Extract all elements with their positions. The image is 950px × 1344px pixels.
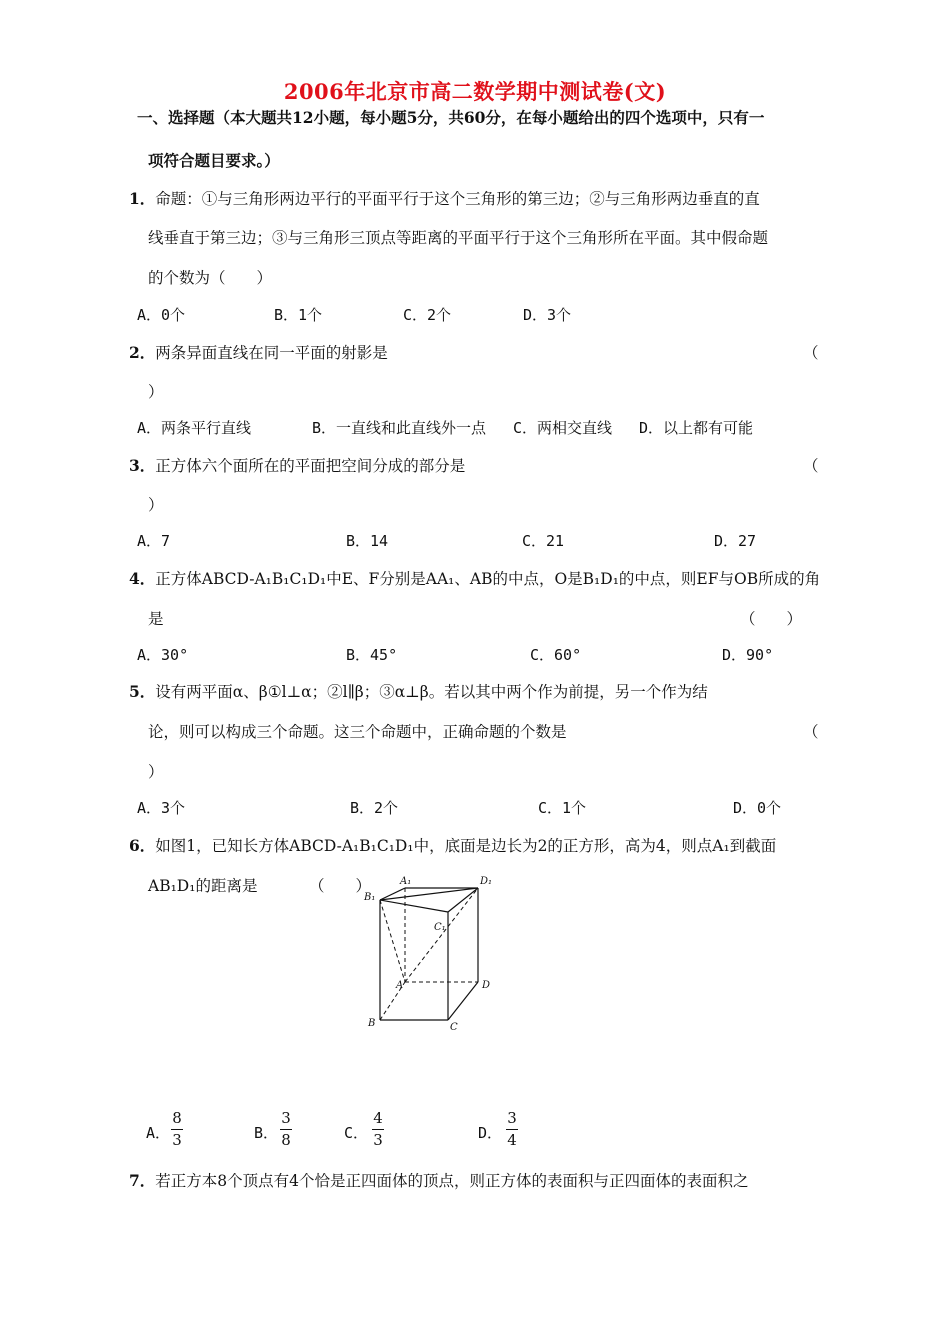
option-c: C．两相交直线 [513,419,613,437]
answer-paren-right: ） [148,383,164,401]
fraction-denominator: 4 [507,1131,517,1149]
option-d: D．27 [714,532,757,550]
question-text-line2: 论，则可以构成三个命题。这三个命题中，正确命题的个数是 [148,723,567,741]
option-c: C．2个 [403,306,452,324]
fraction-bar [372,1129,384,1130]
fraction-denominator: 3 [172,1131,182,1149]
option-b-fraction [280,1110,292,1149]
option-a: A．0个 [137,306,186,324]
option-b: B．2个 [350,799,399,817]
option-a: A．7 [137,532,171,550]
vertex-label-d1: D₁ [480,876,493,887]
option-a: A．30° [137,646,189,664]
vertex-label-a1: A₁ [400,876,412,887]
vertex-label-a: A [396,980,404,991]
answer-paren: （ ） [309,877,372,895]
vertex-label-d: D [482,980,491,991]
option-d-fraction [506,1110,518,1149]
option-b: B．14 [346,532,389,550]
vertex-label-c: C [450,1022,458,1033]
fraction-bar [280,1129,292,1130]
cuboid-figure [360,870,525,1035]
answer-paren-right: ） [148,763,164,781]
option-a: A． [146,1124,171,1142]
answer-paren-left: （ [803,723,819,741]
option-d: D． [478,1124,503,1142]
option-a: A．3个 [137,799,186,817]
option-b: B．1个 [274,306,323,324]
option-b: B．一直线和此直线外一点 [312,419,487,437]
question-text-line1: 命题：①与三角形两边平行的平面平行于这个三角形的第三边；②与三角形两边垂直的直 [155,190,760,208]
vertex-label-c1: C₁ [434,922,446,933]
question-number: 6． [129,836,156,855]
question-number: 2． [129,343,156,362]
option-c-fraction [372,1110,384,1149]
question-text-line2: AB₁D₁的距离是 [148,877,258,895]
option-c: C．21 [522,532,565,550]
section-heading-line1: 一、选择题（本大题共12小题，每小题5分，共60分，在每小题给出的四个选项中，只有一 [137,108,765,127]
answer-paren-right: ） [148,496,164,514]
fraction-denominator: 8 [281,1131,291,1149]
option-b: B． [254,1124,279,1142]
page-title: 2006年北京市高二数学期中测试卷(文) [283,79,667,104]
option-c: C．60° [530,646,582,664]
section-heading-line2: 项符合题目要求。） [148,151,280,170]
option-c: C．1个 [538,799,587,817]
fraction-denominator: 3 [373,1131,383,1149]
question-text-line1: 若正方本8个顶点有4个恰是正四面体的顶点，则正方体的表面积与正四面体的表面积之 [155,1172,749,1190]
option-d: D．0个 [733,799,782,817]
answer-paren-left: （ [803,457,819,475]
fraction-bar [171,1129,183,1130]
option-b: B．45° [346,646,398,664]
option-a: A．两条平行直线 [137,419,252,437]
vertex-label-b: B [368,1018,376,1029]
question-text-line1: 正方体六个面所在的平面把空间分成的部分是 [155,457,466,475]
option-d: D．以上都有可能 [639,419,754,437]
answer-paren-left: （ [803,344,819,362]
question-text-line1: 设有两平面α、β①l⊥α；②l∥β；③α⊥β。若以其中两个作为前提，另一个作为结 [155,683,708,701]
option-c: C． [344,1124,369,1142]
question-number: 3． [129,456,156,475]
vertex-label-b1: B₁ [364,892,376,903]
fraction-numerator: 8 [172,1109,182,1127]
question-text-line1: 如图1，已知长方体ABCD-A₁B₁C₁D₁中，底面是边长为2的正方形，高为4，则点A₁到截面 [155,837,777,855]
fraction-numerator: 3 [281,1109,291,1127]
question-number: 7． [129,1171,156,1190]
question-number: 4． [129,569,156,588]
answer-paren: （ ） [740,610,803,628]
question-text-line1: 两条异面直线在同一平面的射影是 [155,344,388,362]
fraction-bar [506,1129,518,1130]
question-number: 1． [129,189,156,208]
question-number: 5． [129,682,156,701]
fraction-numerator: 3 [507,1109,517,1127]
question-text-line3: 的个数为（ ） [148,269,273,287]
fraction-numerator: 4 [373,1109,383,1127]
question-text-line2: 线垂直于第三边；③与三角形三顶点等距离的平面平行于这个三角形所在平面。其中假命题 [148,229,769,247]
option-d: D．90° [722,646,774,664]
option-a-fraction [171,1110,183,1149]
question-text-line1: 正方体ABCD-A₁B₁C₁D₁中E、F分别是AA₁、AB的中点，O是B₁D₁的中点，则EF与OB所成的角 [155,570,821,588]
question-text-line2: 是 [148,610,164,628]
option-d: D．3个 [523,306,572,324]
